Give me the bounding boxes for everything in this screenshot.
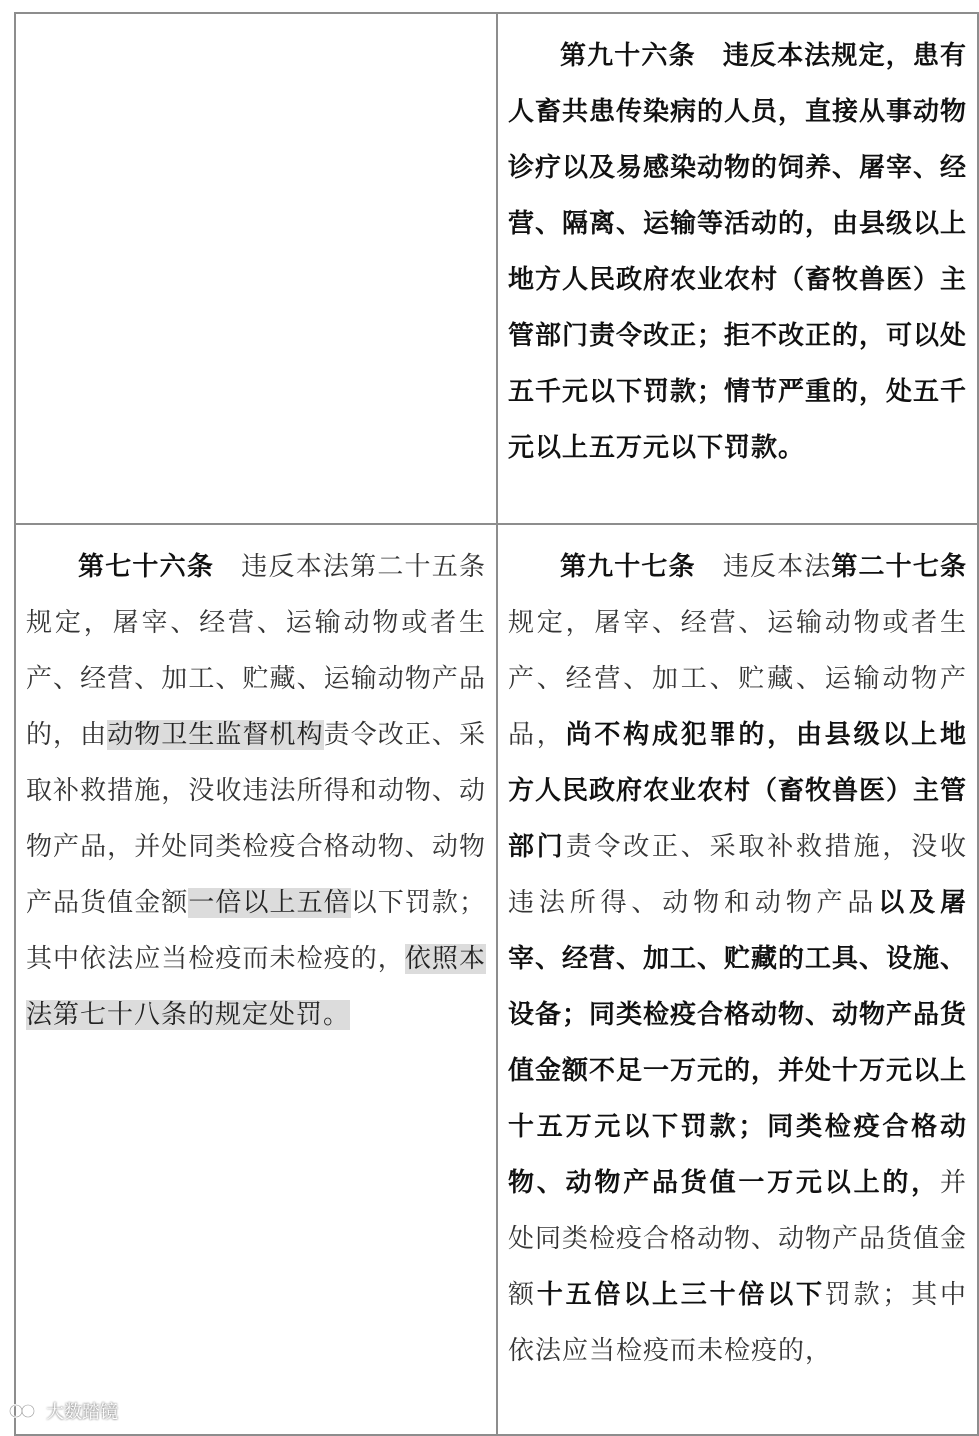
text-run: 违反本法第二十五条规定，屠宰、经营、运输动物或者生产、经营、加工、贮藏、运输动物产品的，由 bbox=[26, 552, 486, 750]
bold-text: 以及屠宰、经营、加工、贮藏的工具、设施、设备；同类检疫合格动物、动物产品货值金额不足一万元的，并处十万元以上十五万元以下罚款；同类检疫合格动物、动物产品货值一万元以上的， bbox=[508, 888, 968, 1198]
old-law-cell-article-76 bbox=[15, 524, 497, 1435]
new-law-cell-article-96 bbox=[497, 13, 978, 524]
text-run: 责令改正、采取补救措施，没收违法所得和动物、动物产品，并处同类检疫合格动物、动物产品货值金额 bbox=[26, 720, 486, 918]
text-run: 违反本法 bbox=[695, 552, 832, 582]
brand-logo-icon bbox=[8, 1401, 42, 1421]
bold-text: 尚不构成犯罪的，由县级以上地方人民政府农业农村（畜牧兽医）主管部门 bbox=[508, 720, 968, 862]
bold-text: 第二十七条 bbox=[831, 552, 967, 582]
watermark-text: 大数踏镜 bbox=[46, 1402, 118, 1423]
old-law-cell-empty bbox=[15, 13, 497, 524]
source-watermark bbox=[8, 1398, 118, 1424]
bold-text: 十五倍以上三十倍以下 bbox=[536, 1280, 825, 1310]
bold-text: 第七十六条 bbox=[78, 552, 215, 582]
new-law-text bbox=[508, 28, 967, 476]
highlighted-text: 一倍以上五倍 bbox=[188, 888, 351, 918]
bold-text: 违反本法规定，患有人畜共患传染病的人员，直接从事动物诊疗以及易感染动物的饲养、屠宰、经营、隔离、运输等活动的，由县级以上地方人民政府农业农村（畜牧兽医）主管部门责令改正；拒不改正的，可以处五千元以下罚款；情节严重的，处五千元以上五万元以下罚款。 bbox=[508, 41, 968, 463]
text-run: 罚款；其中依法应当检疫而未检疫的， bbox=[508, 1280, 967, 1366]
law-comparison-table bbox=[14, 12, 979, 1436]
text-run: 规定，屠宰、经营、运输动物或者生产、经营、加工、贮藏、运输动物产品， bbox=[508, 608, 967, 750]
text-run: 并处同类检疫合格动物、动物产品货值金额 bbox=[508, 1168, 968, 1310]
table-row bbox=[15, 13, 978, 524]
text-run: 责令改正、采取补救措施，没收违法所得、动物和动物产品 bbox=[508, 832, 967, 918]
table-row bbox=[15, 524, 978, 1435]
new-law-text bbox=[508, 539, 967, 1379]
bold-text: 第九十六条 bbox=[560, 41, 696, 71]
old-law-text bbox=[26, 539, 486, 1043]
bold-text: 第九十七条 bbox=[560, 552, 696, 582]
text-run: 以下罚款；其中依法应当检疫而未检疫的， bbox=[26, 888, 486, 974]
new-law-cell-article-97 bbox=[497, 524, 978, 1435]
highlighted-text: 依照本法第七十八条的规定处罚。 bbox=[26, 944, 486, 1030]
highlighted-text: 动物卫生监督机构 bbox=[107, 720, 324, 750]
